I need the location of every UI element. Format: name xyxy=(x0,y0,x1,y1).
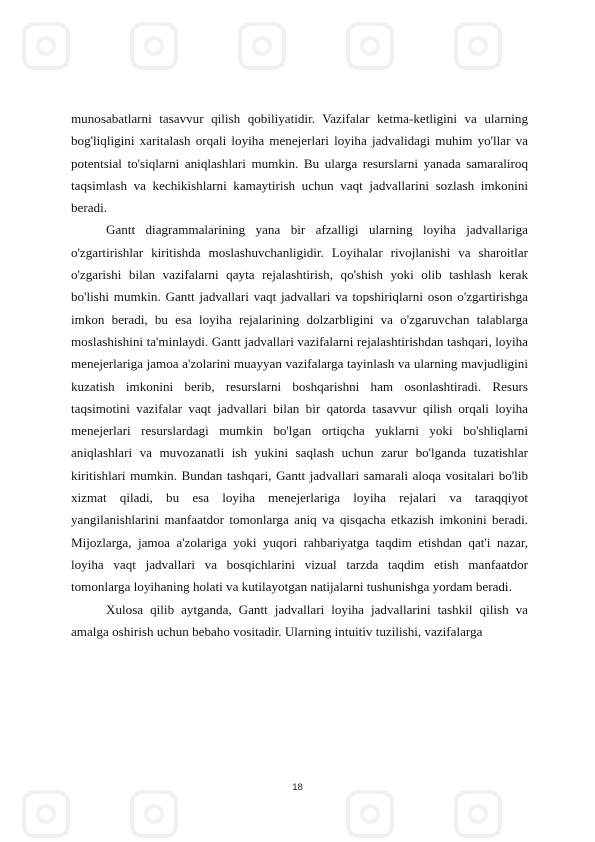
page-number: 18 xyxy=(292,782,303,793)
paragraph-conclusion: Xulosa qilib aytganda, Gantt jadvallari loyiha jadvallarini tashkil qilish va amalga oshirish uchun bebaho vositadir. Ularning intuitiv tuzilishi, vazifalarga xyxy=(71,601,528,639)
watermark-logo-icon xyxy=(346,22,394,70)
paragraph-gantt-advantages: Gantt diagrammalarining yana bir afzalligi ularning loyiha jadvallariga o'zgartirishlar kiritishda moslashuvchanligidir. Loyihalar rivojlanishi va sharoitlar o'zgarishi bilan vazifalarni qayta rejalashtirish, qo'shish yoki olib tashlash kerak bo'lishi mumkin. Gantt jadvallari vaqt jadvallari va topshiriqlarni oson o'zgartirishga imkon beradi, bu esa loyiha rejalarining dolzarbligini va o'zgaruvchan talablarga moslashishini ta'minlaydi. Gantt jadvallari vazifalarni rejalashtirishdan tashqari, loyiha menejerlariga jamoa a'zolarini muayyan vazifalarga tayinlash va ularning mavjudligini kuzatish imkonini berib, resurslarni boshqarishni ham osonlashtiradi. Resurs taqsimotini vazifalar vaqt jadvallari bilan bir qatorda tasavvur qilish orqali loyiha menejerlari resurslardagi mumkin bo'lgan ortiqcha yuklarni yoki bo'shliqlarni aniqlashlari va muvozanatli ish yukini saqlash uchun zarur bo'lganda tuzatishlar kiritishlari mumkin. Bundan tashqari, Gantt jadvallari samarali aloqa vositalari bo'lib xizmat qiladi, bu esa loyiha menejerlariga loyiha rejalari va taraqqiyot yangilanishlarini manfaatdor tomonlarga aniq va qisqacha etkazish imkonini beradi. Mijozlarga, jamoa a'zolariga yoki yuqori rahbariyatga taqdim etishdan qat'i nazar, loyiha vaqt jadvallari va bosqichlarini vizual tarzda taqdim etish manfaatdor tomonlarga loyihaning holati va kutilayotgan natijalarni tushunishga yordam beradi. xyxy=(71,222,528,595)
watermark-logo-icon xyxy=(22,22,70,70)
watermark-logo-icon xyxy=(454,790,502,838)
watermark-logo-icon xyxy=(238,22,286,70)
watermark-logo-icon xyxy=(454,22,502,70)
watermark-logo-icon xyxy=(346,790,394,838)
document-body xyxy=(71,108,528,643)
watermark-logo-icon xyxy=(130,22,178,70)
watermark-logo-icon xyxy=(130,790,178,838)
paragraph-continuation: munosabatlarni tasavvur qilish qobiliyatidir. Vazifalar ketma-ketligini va ularning bog'liqligini xaritalash orqali loyiha menejerlari loyiha jadvalidagi muhim yo'llar va potentsial to'siqlarni aniqlashlari mumkin. Bu ularga resurslarni yanada samaraliroq taqsimlash va kechikishlarni kamaytirish uchun vaqt jadvallarini sozlash imkonini beradi. xyxy=(71,111,528,216)
watermark-logo-icon xyxy=(22,790,70,838)
